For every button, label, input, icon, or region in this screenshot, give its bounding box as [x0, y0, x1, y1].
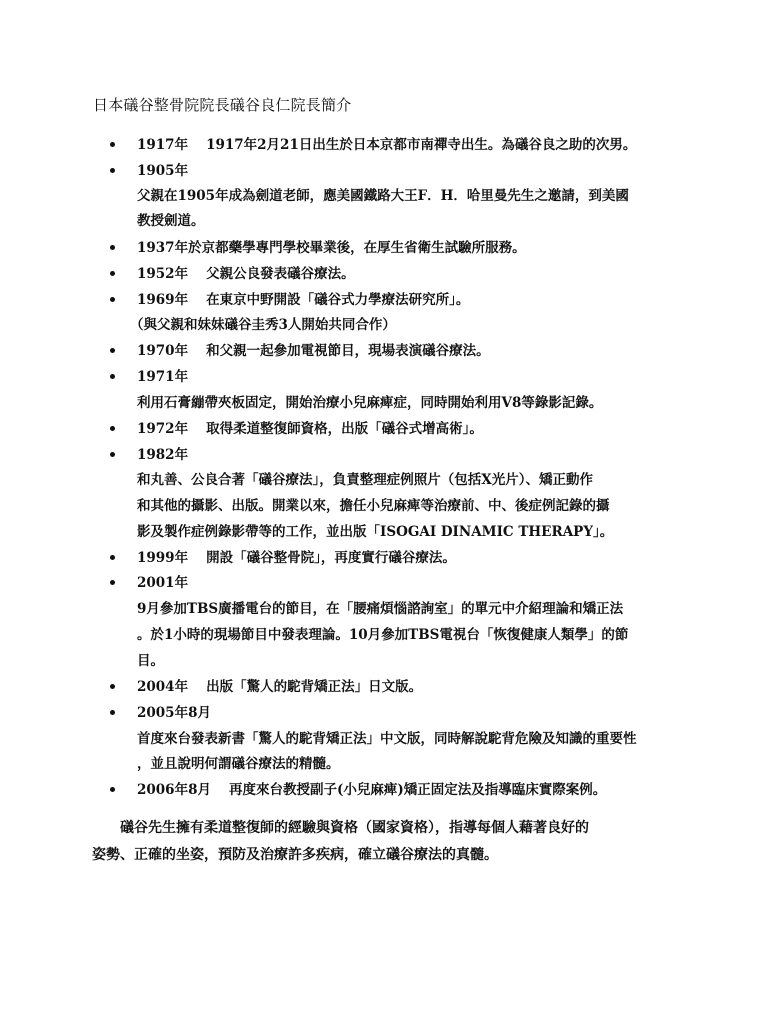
bullet-icon	[110, 168, 115, 173]
timeline-text: 取得柔道整復師資格，出版「礒谷式增高術」。	[206, 421, 483, 437]
bullet-icon	[110, 452, 115, 457]
timeline-text: 開設「礒谷整骨院」，再度實行礒谷療法。	[206, 550, 456, 566]
timeline-year: 1971年	[137, 369, 189, 385]
timeline-detail-line: 首度來台發表新書「驚人的駝背矯正法」中文版，同時解說駝背危險及知識的重要性	[137, 731, 637, 747]
timeline-text: 1937年於京都藥學專門學校畢業後，在厚生省衛生試驗所服務。	[137, 240, 526, 256]
timeline-detail-line: 和丸善、公良合著「礒谷療法」，負責整理症例照片（包括X光片）、矯正動作	[137, 472, 593, 488]
timeline-detail-line: 和其他的攝影、出版。開業以來，擔任小兒麻痺等治療前、中、後症例記錄的攝	[137, 498, 610, 514]
closing-paragraph-line: 姿勢、正確的坐姿，預防及治療許多疾病，確立礒谷療法的真髓。	[92, 847, 498, 863]
timeline-detail-line: （與父親和妹妹礒谷圭秀3人開始共同合作）	[130, 317, 396, 333]
timeline-year: 1952年	[137, 266, 189, 282]
timeline-detail-line: 。於1小時的現場節目中發表理論。10月參加TBS電視台「恢復健康人類學」的節	[137, 627, 629, 643]
timeline-text: 在東京中野開設「礒谷式力學療法研究所」。	[206, 292, 470, 308]
timeline-year: 2005年8月	[137, 705, 211, 721]
bullet-icon	[110, 580, 115, 585]
bullet-icon	[110, 684, 115, 689]
bullet-icon	[110, 348, 115, 353]
bullet-icon	[110, 426, 115, 431]
timeline-detail-line: 影及製作症例錄影帶等的工作，並出版「ISOGAI DINAMIC THERAPY」。	[137, 524, 614, 540]
timeline-year: 2004年	[137, 679, 189, 695]
timeline-text: 1917年2月21日出生於日本京都市南禪寺出生。為礒谷良之助的次男。	[206, 137, 637, 153]
timeline-detail-line: 父親在1905年成為劍道老師，應美國鐵路大王F．H．哈里曼先生之邀請，到美國	[137, 188, 629, 204]
timeline-year: 1982年	[137, 447, 189, 463]
bullet-icon	[110, 555, 115, 560]
timeline-year: 1905年	[137, 163, 189, 179]
timeline-year: 2006年8月	[137, 782, 211, 798]
timeline-text: 出版「驚人的駝背矯正法」日文版。	[206, 679, 423, 695]
timeline-detail-line: 教授劍道。	[137, 213, 205, 229]
timeline-year: 1999年	[137, 550, 189, 566]
timeline-text: 再度來台教授副子(小兒麻痺)矯正固定法及指導臨床實際案例。	[228, 782, 607, 798]
timeline-year: 1970年	[137, 343, 189, 359]
timeline-year: 2001年	[137, 575, 189, 591]
closing-paragraph-line: 礒谷先生擁有柔道整復師的經驗與資格（國家資格），指導每個人藉著良好的	[120, 820, 589, 836]
timeline-year: 1917年	[137, 137, 189, 153]
timeline-detail-line: 9月參加TBS廣播電台的節目，在「腰痛煩惱諮詢室」的單元中介紹理論和矯正法	[137, 601, 624, 617]
bullet-icon	[110, 710, 115, 715]
timeline-detail-line: 利用石膏繃帶夾板固定，開始治療小兒麻痺症，同時開始利用V8等錄影記錄。	[137, 395, 603, 411]
bullet-icon	[110, 245, 115, 250]
bullet-icon	[110, 142, 115, 147]
document-title: 日本礒谷整骨院院長礒谷良仁院長簡介	[93, 96, 352, 114]
timeline-text: 父親公良發表礒谷療法。	[206, 266, 355, 282]
timeline-detail-line: 目。	[137, 653, 164, 669]
timeline-year: 1969年	[137, 292, 189, 308]
timeline-text: 和父親一起參加電視節目，現場表演礒谷療法。	[206, 343, 490, 359]
timeline-year: 1972年	[137, 421, 189, 437]
bullet-icon	[110, 297, 115, 302]
bullet-icon	[110, 374, 115, 379]
bullet-icon	[110, 271, 115, 276]
timeline-detail-line: ，並且說明何謂礒谷療法的精髓。	[137, 756, 340, 772]
bullet-icon	[110, 787, 115, 792]
